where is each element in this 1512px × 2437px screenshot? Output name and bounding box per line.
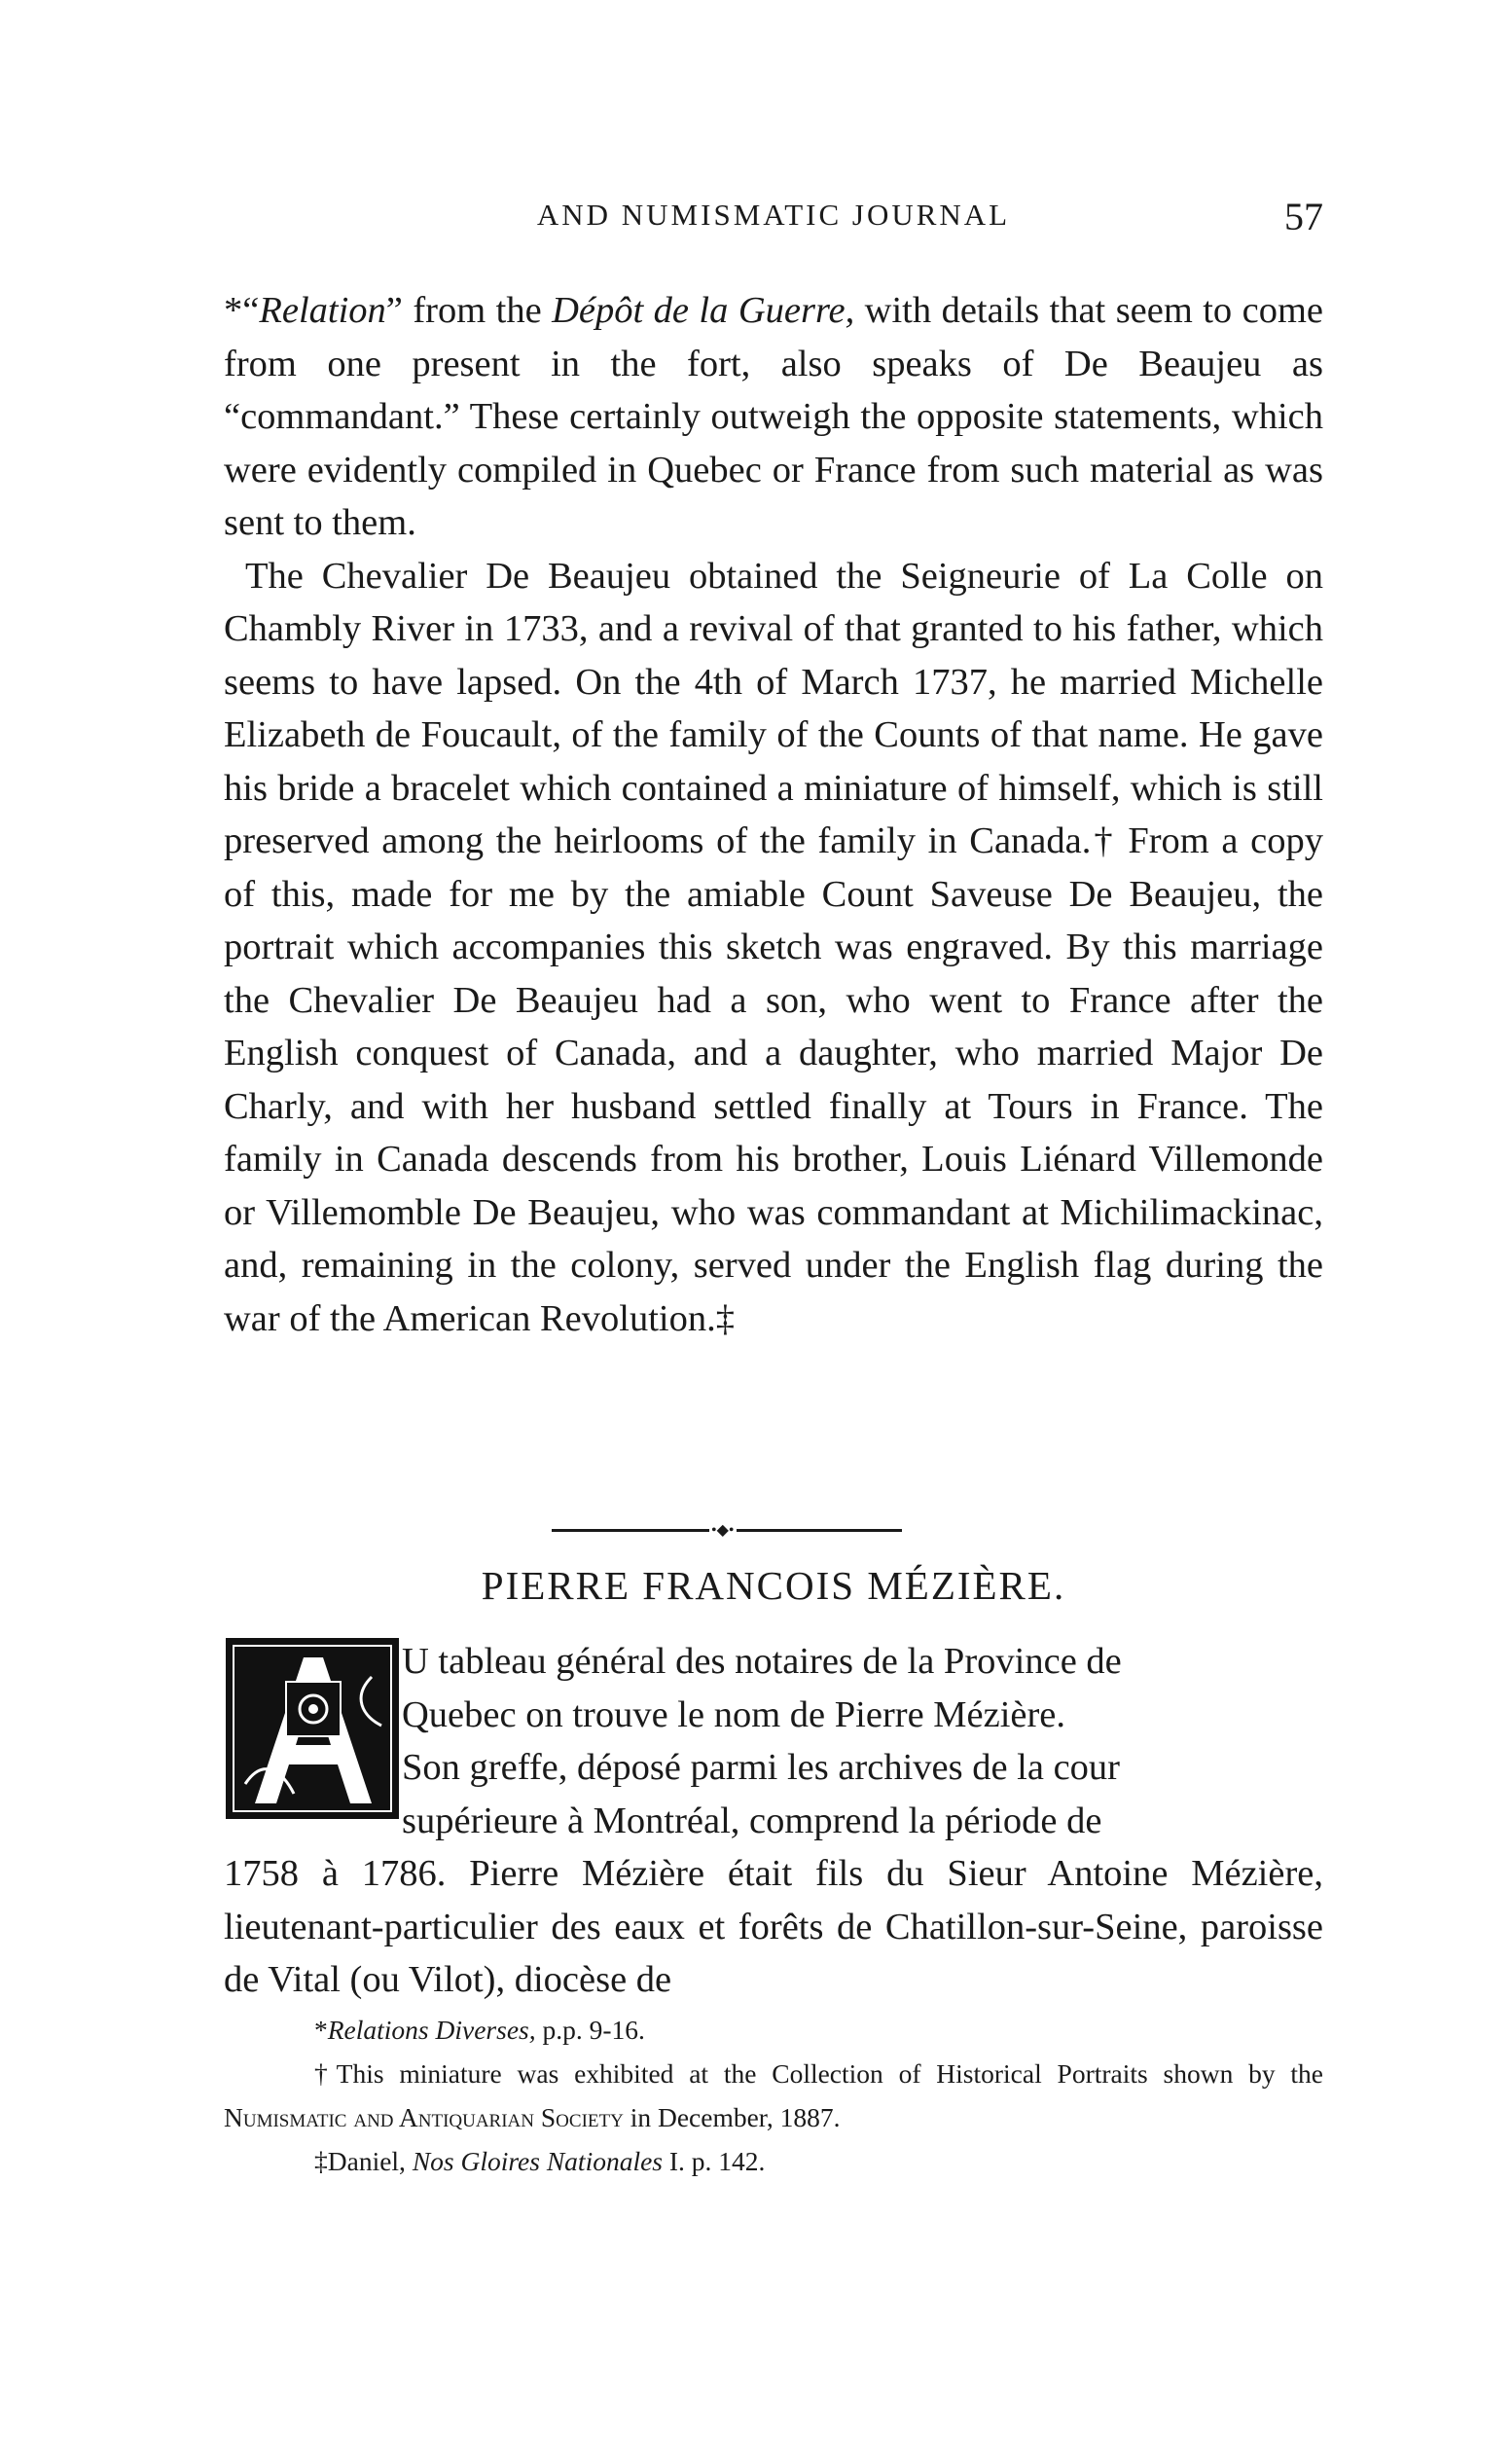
footnote-3-author: ‡Daniel, <box>314 2146 406 2176</box>
paragraph-relation-text-a: ” from the <box>385 290 542 331</box>
footnote-3-page: I. p. 142. <box>668 2146 766 2176</box>
depot-title: Dépôt de la Guerre, <box>552 290 855 331</box>
page-header <box>224 195 1323 246</box>
page-number: 57 <box>1284 195 1323 238</box>
footnote-1-mark: * <box>314 2015 328 2045</box>
divider-ornament-icon: •◆• <box>711 1522 735 1539</box>
footnote-3 <box>224 2139 1323 2183</box>
footnote-1-title: Relations Diverses, <box>327 2015 536 2045</box>
paragraph-chevalier: The Chevalier De Beaujeu obtained the Seigneurie of La Colle on Chambly River in 1733, and a revival of that granted to his father, which seems to have lapsed. On the 4th of March 1737, he married Michelle Elizabeth de Foucault, of the family of the Counts of that name. He gave his bride a bracelet which contained a miniature of himself, which is still preserved among the heirlooms of the family in Canada.† From a copy of this, made for me by the amiable Count Saveuse De Beaujeu, the portrait which accompanies this sketch was engraved. By this marriage the Chevalier De Beaujeu had a son, who went to France after the English conquest of Canada, and a daughter, who married Major De Charly, and with her husband settled finally at Tours in France. The family in Canada descends from his brother, Louis Liénard Villemonde or Villemomble De Beaujeu, who was commandant at Michilimackinac, and, remaining in the colony, served under the English flag during the war of the American Revolution.‡ <box>224 555 1323 1339</box>
footnote-3-title: Nos Gloires Nationales <box>412 2146 664 2176</box>
relation-title: Relation <box>259 290 386 331</box>
footnote-2-text-b: in December, 1887. <box>630 2102 841 2132</box>
paragraph-relation-mark: *“ <box>224 290 260 331</box>
dropcap-line-4: supérieure à Montréal, comprend la période de <box>402 1800 1102 1841</box>
footnote-2 <box>224 2052 1323 2139</box>
section-divider <box>552 1522 902 1539</box>
dropcap-line-3: Son greffe, déposé parmi les archives de la cour <box>402 1747 1121 1788</box>
paragraph-relation-text-b: with details that seem to come from one present in the fort, also speaks of De Beaujeu as “commandant.” These certainly outweigh the opposite statements, which were evidently compiled in Quebec or France from such material as was sent to them. <box>224 290 1324 543</box>
paragraph-relation <box>224 284 1323 550</box>
dropcap-line-1: U tableau général des notaires de la Province de <box>402 1641 1122 1682</box>
footnote-1-pages: p.p. 9-16. <box>542 2015 645 2045</box>
running-head: AND NUMISMATIC JOURNAL <box>536 198 1011 232</box>
footnote-1 <box>224 2008 1323 2052</box>
footnote-2-society: Numismatic and Antiquarian Society <box>224 2102 624 2132</box>
footnote-2-text-a: †This miniature was exhibited at the Collection of Historical Portraits shown by the <box>314 2058 1323 2089</box>
dropcap-line-2: Quebec on trouve le nom de Pierre Mézière. <box>402 1693 1066 1735</box>
paragraph-meziere-rest: 1758 à 1786. Pierre Mézière était fils du Sieur Antoine Mézière, lieutenant-particulier des eaux et forêts de Chatillon-sur-Seine, paroisse de Vital (ou Vilot), diocèse de <box>224 1853 1323 2000</box>
text-block-beaujeu <box>224 284 1323 1345</box>
text-block-meziere <box>224 1635 1323 2007</box>
dropcap-letter: A <box>226 1638 227 1639</box>
footnotes <box>224 2008 1323 2183</box>
section-title: PIERRE FRANCOIS MÉZIÈRE. <box>481 1563 1066 1608</box>
